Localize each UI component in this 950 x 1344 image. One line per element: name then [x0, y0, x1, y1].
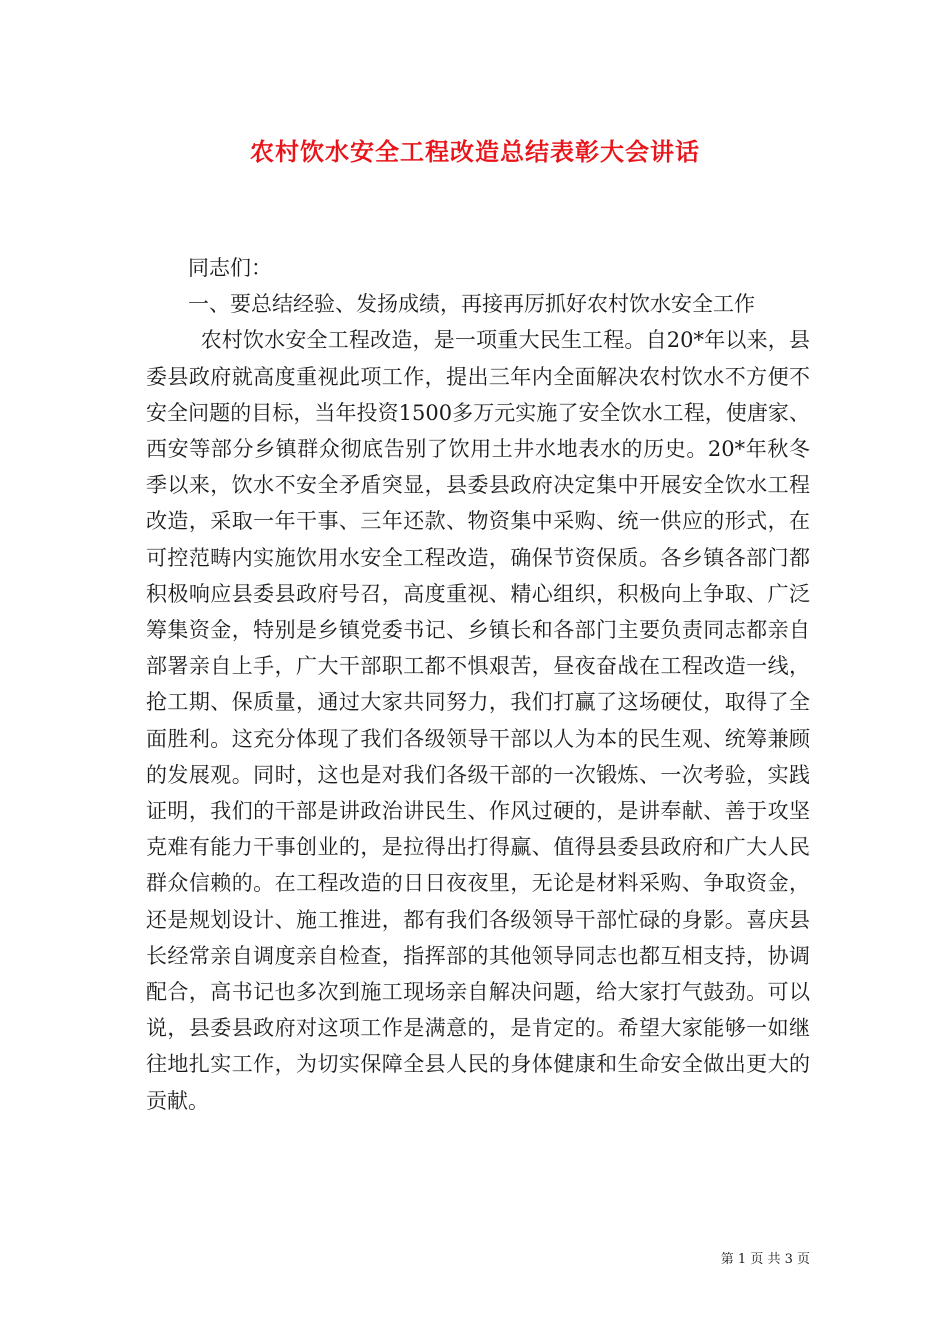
- page-number: 第 1 页 共 3 页: [720, 1252, 810, 1267]
- section-heading: 一、要总结经验、发扬成绩，再接再厉抓好农村饮水安全工作: [188, 292, 755, 317]
- body-paragraph: 农村饮水安全工程改造，是一项重大民生工程。自20*年以来，县委县政府就高度重视此项工作，提出三年内全面解决农村饮水不方便不安全问题的目标，当年投资1500多万元实施了安全饮水工程，使唐家、西安等部分乡镇群众彻底告别了饮用土井水地表水的历史。20*年秋冬季以来，饮水不安全矛盾突显，县委县政府决定集中开展安全饮水工程改造，采取一年干事、三年还款、物资集中采购、统一供应的形式，在可控范畴内实施饮用水安全工程改造，确保节资保质。各乡镇各部门都积极响应县委县政府号召，高度重视、精心组织，积极向上争取、广泛筹集资金，特别是乡镇党委书记、乡镇长和各部门主要负责同志都亲自部署亲自上手，广大干部职工都不惧艰苦，昼夜奋战在工程改造一线，抢工期、保质量，通过大家共同努力，我们打赢了这场硬仗，取得了全面胜利。这充分体现了我们各级领导干部以人为本的民生观、统筹兼顾的发展观。同时，这也是对我们各级干部的一次锻炼、一次考验，实践证明，我们的干部是讲政治讲民生、作风过硬的，是讲奉献、善于攻坚克难有能力干事创业的，是拉得出打得赢、值得县委县政府和广大人民群众信赖的。在工程改造的日日夜夜里，无论是材料采购、争取资金，还是规划设计、施工推进，都有我们各级领导干部忙碌的身影。喜庆县长经常亲自调度亲自检查，指挥部的其他领导同志也都互相支持，协调配合，高书记也多次到施工现场亲自解决问题，给大家打气鼓劲。可以说，县委县政府对这项工作是满意的，是肯定的。希望大家能够一如继往地扎实工作，为切实保障全县人民的身体健康和生命安全做出更大的贡献。: [146, 328, 810, 1113]
- document-body: [146, 250, 810, 1119]
- document-title: 农村饮水安全工程改造总结表彰大会讲话: [250, 137, 700, 166]
- salutation: 同志们：: [188, 256, 272, 280]
